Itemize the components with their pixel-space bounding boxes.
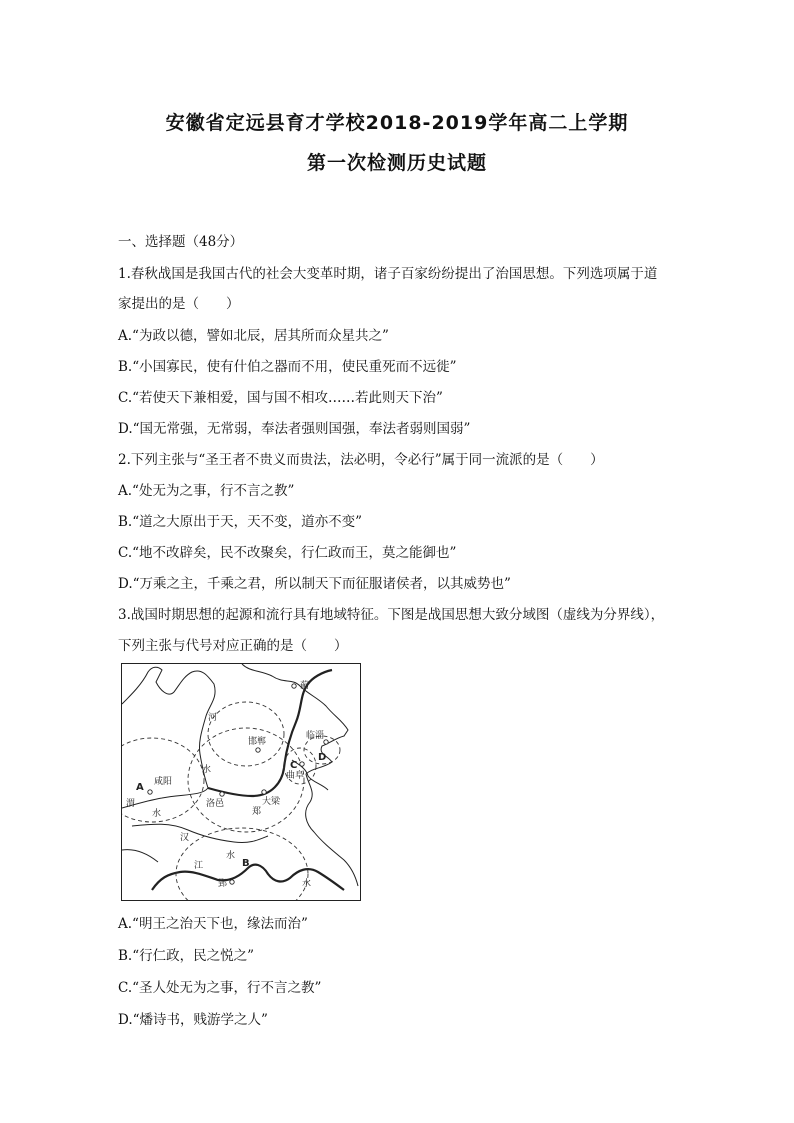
document-title-line-1: 安徽省定远县育才学校2018-2019学年高二上学期	[165, 112, 629, 134]
place-label-handan: 邯郸	[248, 737, 267, 747]
place-label-linzi: 临淄	[306, 731, 325, 741]
region-label-c: C	[290, 760, 298, 771]
question-3-option-b: B.“行仁政，民之悦之”	[118, 948, 255, 964]
question-1-stem-line-2: 家提出的是（ ）	[118, 296, 240, 312]
river-label-shui-1: 水	[202, 765, 212, 775]
river-label-he: 河	[208, 713, 218, 723]
question-3-stem-line-1: 3.战国时期思想的起源和流行具有地域特征。下图是战国思想大致分域图（虚线为分界线），	[118, 607, 665, 623]
question-2-option-b: B.“道之大原出于天，天不变，道亦不变”	[118, 514, 363, 530]
river-label-shui-3: 水	[226, 851, 236, 861]
question-3-option-c: C.“圣人处无为之事，行不言之教”	[118, 980, 322, 996]
river-label-shui-4: 水	[302, 879, 312, 889]
place-label-daliang: 大梁	[262, 797, 281, 807]
question-2-option-c: C.“地不改辟矣，民不改聚矣，行仁政而王，莫之能御也”	[118, 545, 457, 561]
city-dot-qufu	[300, 762, 304, 766]
question-1-option-a: A.“为政以德，譬如北辰，居其所而众星共之”	[118, 328, 389, 344]
question-3-option-a: A.“明王之治天下也，缘法而治”	[118, 916, 308, 932]
city-dot-ying	[230, 880, 234, 884]
place-label-zheng: 郑	[252, 807, 262, 817]
city-dot-handan	[256, 748, 260, 752]
river-label-shui-2: 水	[152, 809, 162, 819]
question-2-stem: 2.下列主张与“圣王者不贵义而贵法，法必明，令必行”属于同一流派的是（ ）	[118, 452, 604, 468]
question-3-stem-line-2: 下列主张与代号对应正确的是（ ）	[118, 638, 348, 654]
question-2-option-d: D.“万乘之主，千乘之君，所以制天下而征服诸侯者，以其威势也”	[118, 576, 511, 592]
city-dot-linzi	[324, 740, 328, 744]
city-dot-daliang	[262, 790, 266, 794]
section-heading: 一、选择题（48分）	[118, 234, 244, 250]
document-title-line-2: 第一次检测历史试题	[306, 152, 487, 174]
place-label-qufu: 曲阜	[286, 771, 305, 781]
place-label-luoyi: 洛邑	[206, 799, 225, 809]
region-label-a: A	[136, 782, 144, 793]
han-river	[132, 824, 268, 842]
place-label-ji: 蓟	[300, 681, 310, 691]
warring-states-thought-map	[121, 663, 361, 901]
city-dot-ji	[292, 684, 296, 688]
region-label-d: D	[318, 752, 327, 763]
upper-river	[122, 850, 158, 862]
question-1-option-b: B.“小国寡民，使有什伯之器而不用，使民重死而不远徙”	[118, 359, 457, 375]
river-label-jiang: 江	[194, 861, 204, 871]
question-2-option-a: A.“处无为之事，行不言之教”	[118, 483, 295, 499]
question-3-option-d: D.“燔诗书，贱游学之人”	[118, 1012, 268, 1028]
city-dot-xianyang	[148, 790, 152, 794]
question-1-stem-line-1: 1.春秋战国是我国古代的社会大变革时期，诸子百家纷纷提出了治国思想。下列选项属于道	[118, 266, 658, 282]
city-dot-luoyi	[220, 792, 224, 796]
river-label-han: 汉	[180, 833, 190, 843]
place-label-ying: 郢	[218, 879, 228, 889]
region-label-b: B	[242, 858, 250, 869]
question-1-option-c: C.“若使天下兼相爱，国与国不相攻……若此则天下治”	[118, 390, 443, 406]
question-1-option-d: D.“国无常强，无常弱，奉法者强则国强，奉法者弱则国弱”	[118, 421, 471, 437]
river-label-wei: 渭	[126, 799, 136, 809]
place-label-xianyang: 咸阳	[154, 777, 173, 787]
